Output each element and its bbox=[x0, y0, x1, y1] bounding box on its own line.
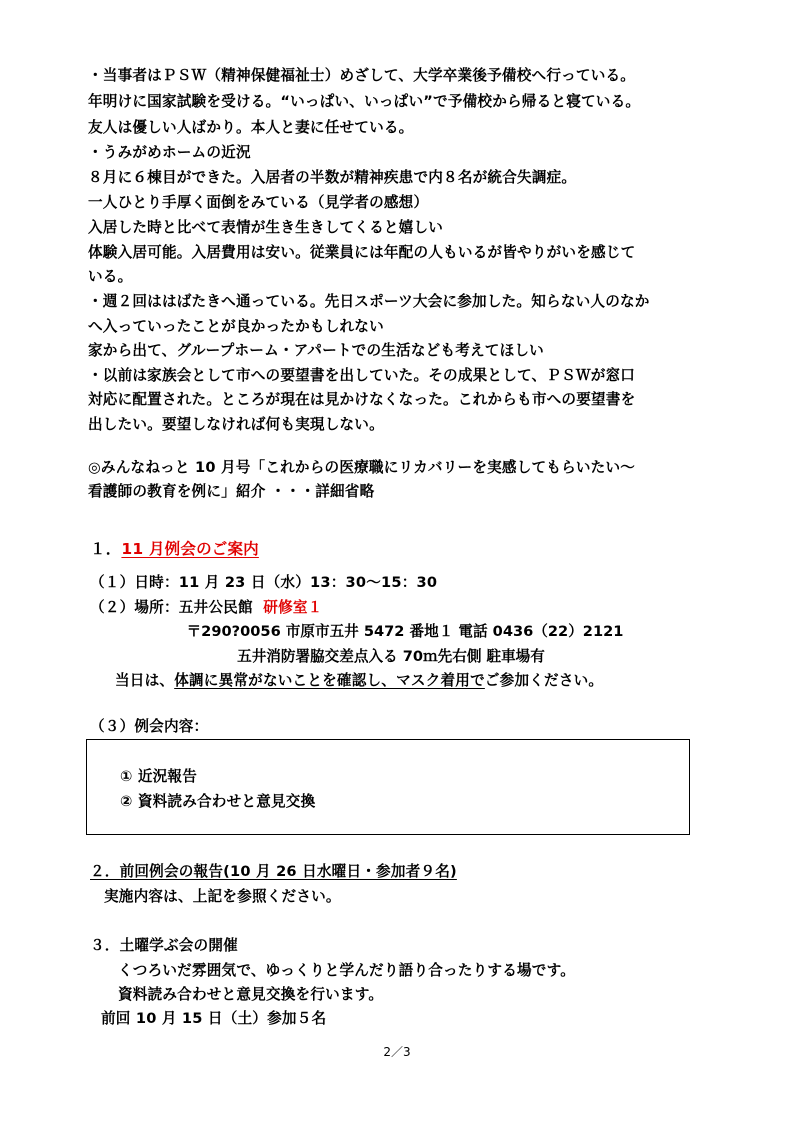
report-line-14: 対応に配置された。ところが現在は見かけなくなった。これからも市への要望書を bbox=[88, 391, 636, 408]
section3-line-2: 資料読み合わせと意見交換を行います。 bbox=[118, 986, 384, 1003]
meeting-address: 〒290?0056 市原市五井 5472 番地１ 電話 0436（22）2121 bbox=[186, 623, 624, 640]
meeting-notice bbox=[115, 670, 603, 692]
report-line-5: ８月に６棟目ができた。入居者の半数が精神疾患で内８名が統合失調症。 bbox=[88, 169, 577, 186]
minnanet-line-1: ◎みんなねっと 10 月号「これからの医療職にリカバリーを実感してもらいたい〜 bbox=[88, 459, 636, 476]
report-line-15: 出したい。要望しなければ何も実現しない。 bbox=[88, 416, 384, 433]
report-line-7: 入居した時と比べて表情が生き生きしてくると嬉しい bbox=[88, 219, 444, 236]
report-line-4: ・うみがめホームの近況 bbox=[88, 144, 251, 161]
section2-body: 実施内容は、上記を参照ください。 bbox=[104, 888, 341, 905]
report-line-12: 家から出て、グループホーム・アパートでの生活なども考えてほしい bbox=[88, 342, 544, 359]
content-item-2: ② 資料読み合わせと意見交換 bbox=[120, 793, 316, 810]
notice-pre: 当日は、 bbox=[115, 672, 175, 689]
section1-heading bbox=[90, 538, 259, 560]
report-line-1: ・当事者はＰＳＷ（精神保健福祉士）めざして、大学卒業後予備校へ行っている。 bbox=[88, 67, 636, 84]
section1-number: １． bbox=[90, 540, 122, 558]
report-line-6: 一人ひとり手厚く面倒をみている（見学者の感想） bbox=[88, 194, 429, 211]
section1-title: 11 月例会のご案内 bbox=[121, 540, 259, 558]
notice-underlined: 体調に異常がないことを確認し、マスク着用で bbox=[174, 672, 485, 689]
section3-previous: 前回 10 月 15 日（土）参加５名 bbox=[101, 1010, 327, 1027]
section2-title: ２．前回例会の報告(10 月 26 日水曜日・参加者９名) bbox=[90, 863, 457, 880]
meeting-directions: 五井消防署脇交差点入る 70ｍ先右側 駐車場有 bbox=[237, 648, 545, 665]
minnanet-line-2: 看護師の教育を例に」紹介 ・・・詳細省略 bbox=[88, 483, 375, 500]
notice-post: ご参加ください。 bbox=[484, 672, 604, 689]
report-line-11: へ入っていったことが良かったかもしれない bbox=[88, 318, 384, 335]
meeting-place bbox=[90, 597, 322, 619]
page-number: 2／3 bbox=[383, 1045, 411, 1059]
report-line-13: ・以前は家族会として市への要望書を出していた。その成果として、ＰＳＷが窓口 bbox=[88, 367, 636, 384]
report-line-9: いる。 bbox=[88, 268, 133, 285]
meeting-date: （１）日時：11 月 23 日（水）13：30〜15：30 bbox=[90, 574, 438, 591]
content-label: （３）例会内容： bbox=[90, 718, 209, 735]
section3-title: ３．土曜学ぶ会の開催 bbox=[90, 937, 238, 954]
report-line-2: 年明けに国家試験を受ける。“いっぱい、いっぱい”で予備校から帰ると寝ている。 bbox=[88, 93, 641, 110]
report-line-10: ・週２回ははばたきへ通っている。先日スポーツ大会に参加した。知らない人のなか bbox=[88, 293, 650, 310]
report-line-8: 体験入居可能。入居費用は安い。従業員には年配の人もいるが皆やりがいを感じて bbox=[88, 244, 636, 261]
meeting-place-label: （２）場所：五井公民館 bbox=[90, 599, 253, 616]
section3-line-1: くつろいだ雰囲気で、ゆっくりと学んだり語り合ったりする場です。 bbox=[118, 962, 576, 979]
content-item-1: ① 近況報告 bbox=[120, 768, 198, 785]
report-line-3: 友人は優しい人ばかり。本人と妻に任せている。 bbox=[88, 119, 414, 136]
meeting-room: 研修室１ bbox=[263, 599, 323, 616]
